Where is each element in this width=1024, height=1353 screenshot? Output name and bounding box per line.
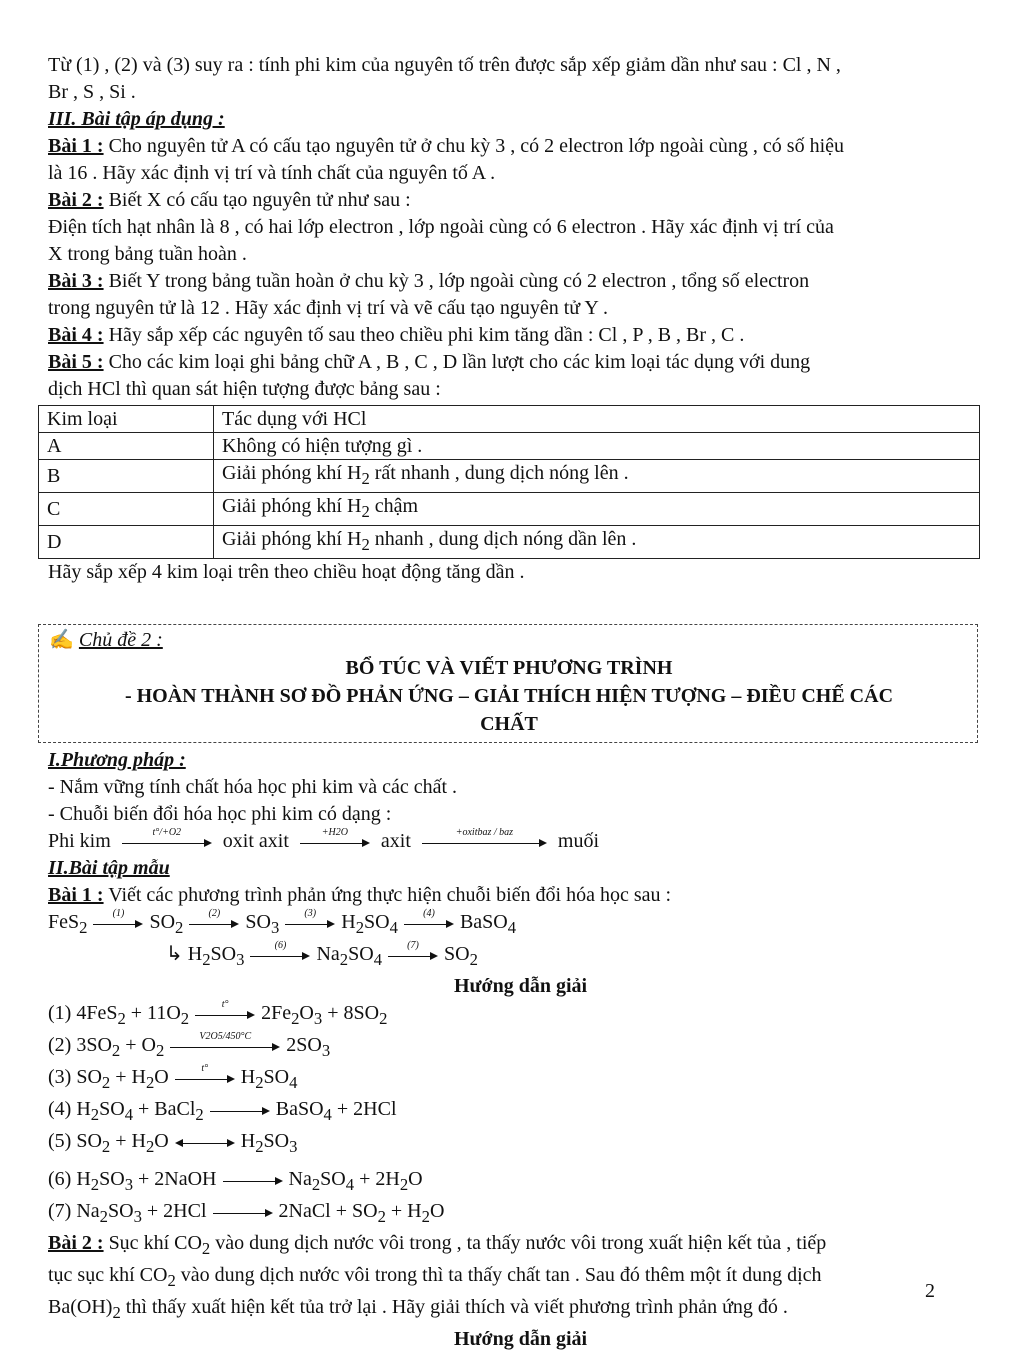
table-cell-reaction: Giải phóng khí $H_2$ chậm — [214, 493, 980, 526]
arrow-icon: (3) — [285, 916, 335, 930]
table-cell-reaction: Giải phóng khí $H_2$ nhanh , dung dịch nóng dần lên . — [214, 526, 980, 559]
arrow-icon: (6) — [250, 948, 310, 962]
topic-box — [38, 624, 978, 743]
exercise-label: Bài 2 : — [48, 1232, 104, 1254]
exercise-label: Bài 1 : — [48, 135, 104, 157]
table-cell-metal: D — [39, 526, 214, 559]
arrow-icon — [223, 1173, 283, 1187]
arrow-icon: t° — [195, 1007, 255, 1021]
reaction-chain-main: FeS$_2$ (1) $SO_2$ (2) $SO_3$ (3) $H_2SO_4$ (4) BaSO$_4$ — [48, 908, 517, 937]
exercise-3 — [48, 268, 993, 322]
equation-1: (1) $4FeS_2 + 11O_2$ t° $2Fe_2O_3 + 8SO_2$ — [48, 999, 388, 1028]
exercise-4 — [48, 322, 993, 349]
equation-3: (3) $SO_2 + H_2O$ t° $H_2SO_4$ — [48, 1063, 298, 1092]
topic-title-2: - HOÀN THÀNH SƠ ĐỒ PHẢN ỨNG – GIẢI THÍCH HIỆN TƯỢNG – ĐIỀU CHẾ CÁC — [124, 685, 894, 707]
table-cell-reaction: Giải phóng khí $H_2$ rất nhanh , dung dịch nóng lên . — [214, 460, 980, 493]
table-cell-reaction: Không có hiện tượng gì . — [214, 433, 980, 460]
table-cell-metal: C — [39, 493, 214, 526]
equation-7: (7) $Na_2SO_3 + 2HCl$ 2NaCl + $SO_2 + H_2O$ — [48, 1200, 445, 1226]
exercise-text: Hãy sắp xếp các nguyên tố sau theo chiều phi kim tăng dần : Cl , P , B , Br , C . — [103, 324, 745, 346]
exercise-text: Cho các kim loại ghi bảng chữ A , B , C , D lần lượt cho các kim loại tác dụng với dung — [103, 351, 811, 373]
exercise-text: là 16 . Hãy xác định vị trí và tính chất của nguyên tố A . — [48, 162, 496, 184]
exercise-1 — [48, 133, 993, 187]
equation-2: (2) $3SO_2 + O_2$ V2O5/450°C $2SO_3$ — [48, 1031, 331, 1060]
exercise-text: Cho nguyên tử A có cấu tạo nguyên tử ở chu kỳ 3 , có 2 electron lớp ngoài cùng , có số hiệu — [103, 135, 845, 157]
page-number: 2 — [925, 1280, 935, 1302]
table-header-row — [39, 406, 980, 433]
arrow-icon: +H2O — [300, 835, 370, 849]
table-row — [39, 433, 980, 460]
table-row — [39, 460, 980, 493]
table-header-cell: Tác dụng với HCl — [214, 406, 980, 433]
exercise-text: Viết các phương trình phản ứng thực hiện chuỗi biến đổi hóa học sau : — [103, 884, 672, 906]
exercise-5 — [48, 349, 993, 403]
exercise-text: trong nguyên tử là 12 . Hãy xác định vị trí và vẽ cấu tạo nguyên tử Y . — [48, 297, 609, 319]
arrow-icon: +oxitbaz / baz — [422, 835, 547, 849]
exercise-text: Điện tích hạt nhân là 8 , có hai lớp electron , lớp ngoài cùng có 6 electron . Hãy xác định vị trí của — [48, 216, 834, 238]
exercise-label: Bài 5 : — [48, 351, 104, 373]
equation-6: (6) $H_2SO_3$ + 2NaOH $Na_2SO_4 + 2H_2O$ — [48, 1168, 423, 1194]
exercise-label: Bài 1 : — [48, 884, 104, 906]
general-chain: Phi kim t°/+O2 oxit axit +H2O axit +oxitbaz / baz muối — [48, 827, 600, 852]
exercise-label: Bài 4 : — [48, 324, 104, 346]
branch-arrow-icon: ↳ — [166, 943, 183, 965]
arrow-icon: (1) — [93, 916, 143, 930]
table-header-cell: Kim loại — [39, 406, 214, 433]
method-line: - Chuỗi biến đổi hóa học phi kim có dạng : — [48, 803, 392, 825]
intro-line-2: Br , S , Si . — [48, 81, 136, 103]
arrow-icon: t° — [175, 1071, 235, 1085]
topic-label: Chủ đề 2 : — [78, 629, 163, 651]
arrow-icon: V2O5/450°C — [170, 1039, 280, 1053]
table-cell-metal: A — [39, 433, 214, 460]
equation-5: (5) $SO_2 + H_2O$ $H_2SO_3$ — [48, 1130, 298, 1156]
solution-heading-2: Hướng dẫn giải — [453, 1328, 588, 1350]
arrow-icon: t°/+O2 — [122, 835, 212, 849]
sample-exercise-2: Bài 2 : Sục khí $CO_2$ vào dung dịch nước vôi trong , ta thấy nước vôi trong xuất hiện kết tủa , tiếp tục sục khí $CO_2$ vào dung dịch nước vôi trong thì ta thấy chất tan . Sau đó thêm một ít dung dịch $Ba(OH)_2$ thì thấy xuất hiện kết tủa trở lại . Hãy giải thích và viết phương trình phản ứng đó . — [48, 1232, 827, 1322]
arrow-icon: (7) — [388, 948, 438, 962]
table-row — [39, 493, 980, 526]
exercise-text: Biết X có cấu tạo nguyên tử như sau : — [103, 189, 411, 211]
exercise-2 — [48, 187, 993, 268]
exercise-text: Biết Y trong bảng tuần hoàn ở chu kỳ 3 , lớp ngoài cùng có 2 electron , tổng số electron — [103, 270, 810, 292]
exercise-label: Bài 3 : — [48, 270, 104, 292]
method-line: - Nắm vững tính chất hóa học phi kim và các chất . — [48, 776, 458, 798]
topic-title-3: CHẤT — [480, 713, 538, 735]
pencil-icon: ✍ — [49, 629, 74, 651]
table-followup: Hãy sắp xếp 4 kim loại trên theo chiều hoạt động tăng dần . — [48, 561, 525, 583]
exercise-label: Bài 2 : — [48, 189, 104, 211]
table-cell-metal: B — [39, 460, 214, 493]
metal-hcl-table — [38, 405, 980, 559]
reversible-arrow-icon — [175, 1135, 235, 1149]
topic-title-1: BỔ TÚC VÀ VIẾT PHƯƠNG TRÌNH — [345, 657, 673, 679]
arrow-icon — [210, 1103, 270, 1117]
equation-4: (4) $H_2SO_4$ + BaCl$_2$ BaSO$_4$ + 2HCl — [48, 1098, 397, 1124]
method-title: I.Phương pháp : — [48, 749, 186, 771]
intro-line-1: Từ (1) , (2) và (3) suy ra : tính phi kim của nguyên tố trên được sắp xếp giảm dần như sau : Cl , N , — [48, 54, 841, 76]
table-row — [39, 526, 980, 559]
exercise-text: dịch HCl thì quan sát hiện tượng được bảng sau : — [48, 378, 441, 400]
section-3-title: III. Bài tập áp dụng : — [48, 108, 225, 130]
arrow-icon — [213, 1205, 273, 1219]
reaction-chain-branch: ↳ $H_2SO_3$ (6) $Na_2SO_4$ (7) $SO_2$ — [166, 940, 478, 969]
arrow-icon: (2) — [189, 916, 239, 930]
exercise-text: X trong bảng tuần hoàn . — [48, 243, 247, 265]
arrow-icon: (4) — [404, 916, 454, 930]
solution-heading: Hướng dẫn giải — [453, 975, 588, 997]
sample-title: II.Bài tập mẫu — [48, 857, 170, 879]
document-page — [48, 52, 993, 1353]
